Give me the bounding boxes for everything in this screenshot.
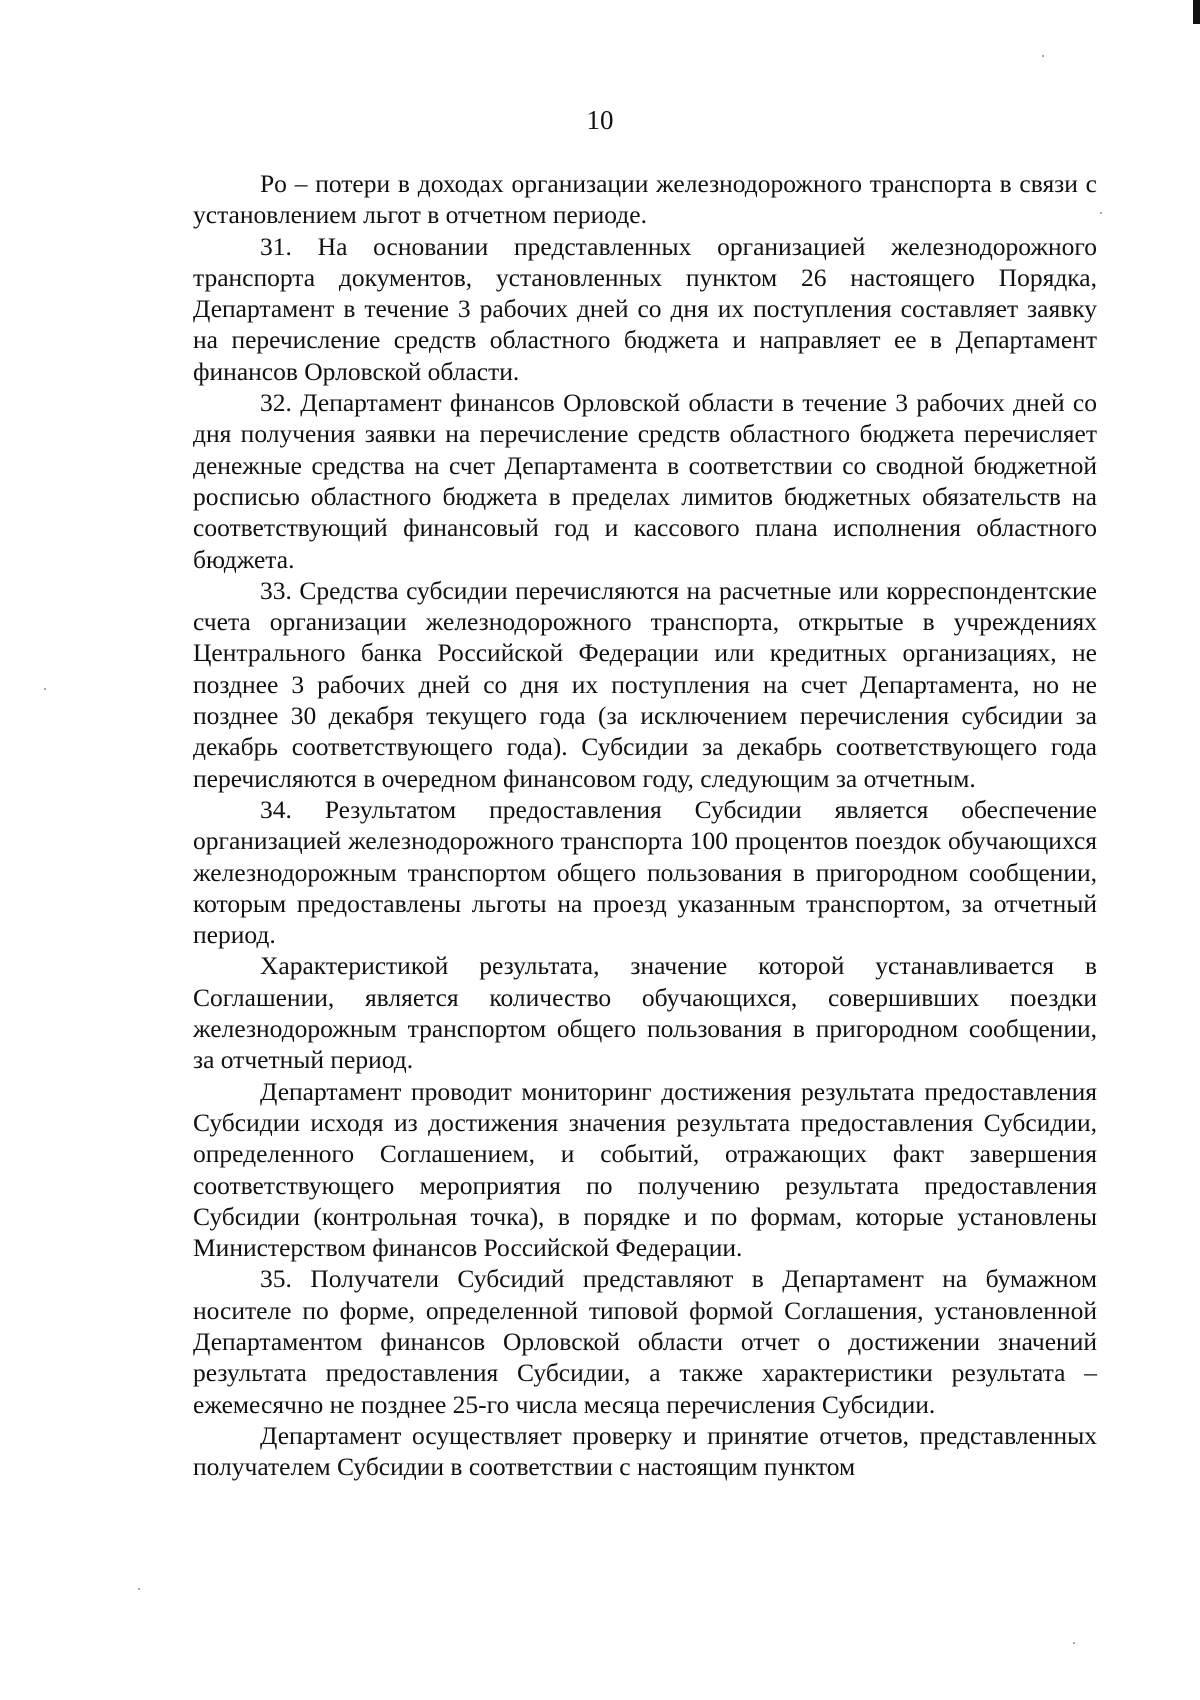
- paragraph-monitoring: Департамент проводит мониторинг достижения результата предоставления Субсидии исходя из достижения значения результата предоставления Субсидии, определенного Соглашением, и событий, отражающих факт завершения соответствующего мероприятия по получению результата предоставления Субсидии (контрольная точка), в порядке и по формам, которые установлены Министерством финансов Российской Федерации.: [193, 1076, 1097, 1263]
- paragraph-35: 35. Получатели Субсидий представляют в Департамент на бумажном носителе по форме, определенной типовой формой Соглашения, установленной Департаментом финансов Орловской области отчет о достижении значений результата предоставления Субсидии, а также характеристики результата – ежемесячно не позднее 25-го числа месяца перечисления Субсидии.: [193, 1264, 1097, 1419]
- scan-speck: [1073, 1642, 1075, 1644]
- document-body: [193, 168, 1097, 1482]
- scan-speck: [1042, 55, 1044, 57]
- scan-edge-mark: [1193, 0, 1200, 24]
- paragraph-34: 34. Результатом предоставления Субсидии является обеспечение организацией железнодорожного транспорта 100 процентов поездок обучающихся железнодорожным транспортом общего пользования в пригородном сообщении, которым предоставлены льготы на проезд указанным транспортом, за отчетный период.: [193, 794, 1097, 950]
- paragraph-33: 33. Средства субсидии перечисляются на расчетные или корреспондентские счета организации железнодорожного транспорта, открытые в учреждениях Центрального банка Российской Федерации или кредитных организациях, не позднее 3 рабочих дней со дня их поступления на счет Департамента, но не позднее 30 декабря текущего года (за исключением перечисления субсидии за декабрь соответствующего года). Субсидии за декабрь соответствующего года перечисляются в очередном финансовом году, следующим за отчетным.: [193, 575, 1097, 793]
- scan-speck: [44, 688, 46, 690]
- scan-speck: [138, 1588, 140, 1590]
- page-number: 10: [586, 105, 614, 135]
- paragraph-po-definition: Pо – потери в доходах организации железнодорожного транспорта в связи с установлением льгот в отчетном периоде.: [193, 169, 1097, 230]
- paragraph-32: 32. Департамент финансов Орловской области в течение 3 рабочих дней со дня получения заявки на перечисление средств областного бюджета перечисляет денежные средства на счет Департамента в соответствии со сводной бюджетной росписью областного бюджета в пределах лимитов бюджетных обязательств на соответствующий финансовый год и кассового плана исполнения областного бюджета.: [193, 388, 1097, 574]
- scan-speck: [1100, 212, 1102, 214]
- paragraph-31: 31. На основании представленных организацией железнодорожного транспорта документов, установленных пунктом 26 настоящего Порядка, Департамент в течение 3 рабочих дней со дня их поступления составляет заявку на перечисление средств областного бюджета и направляет ее в Департамент финансов Орловской области.: [193, 231, 1097, 386]
- paragraph-report-check: Департамент осуществляет проверку и принятие отчетов, представленных получателем Субсидии в соответствии с настоящим пунктом: [193, 1420, 1097, 1482]
- paragraph-result-characteristic: Характеристикой результата, значение которой устанавливается в Соглашении, является количество обучающихся, совершивших поездки железнодорожным транспортом общего пользования в пригородном сообщении, за отчетный период.: [193, 951, 1097, 1075]
